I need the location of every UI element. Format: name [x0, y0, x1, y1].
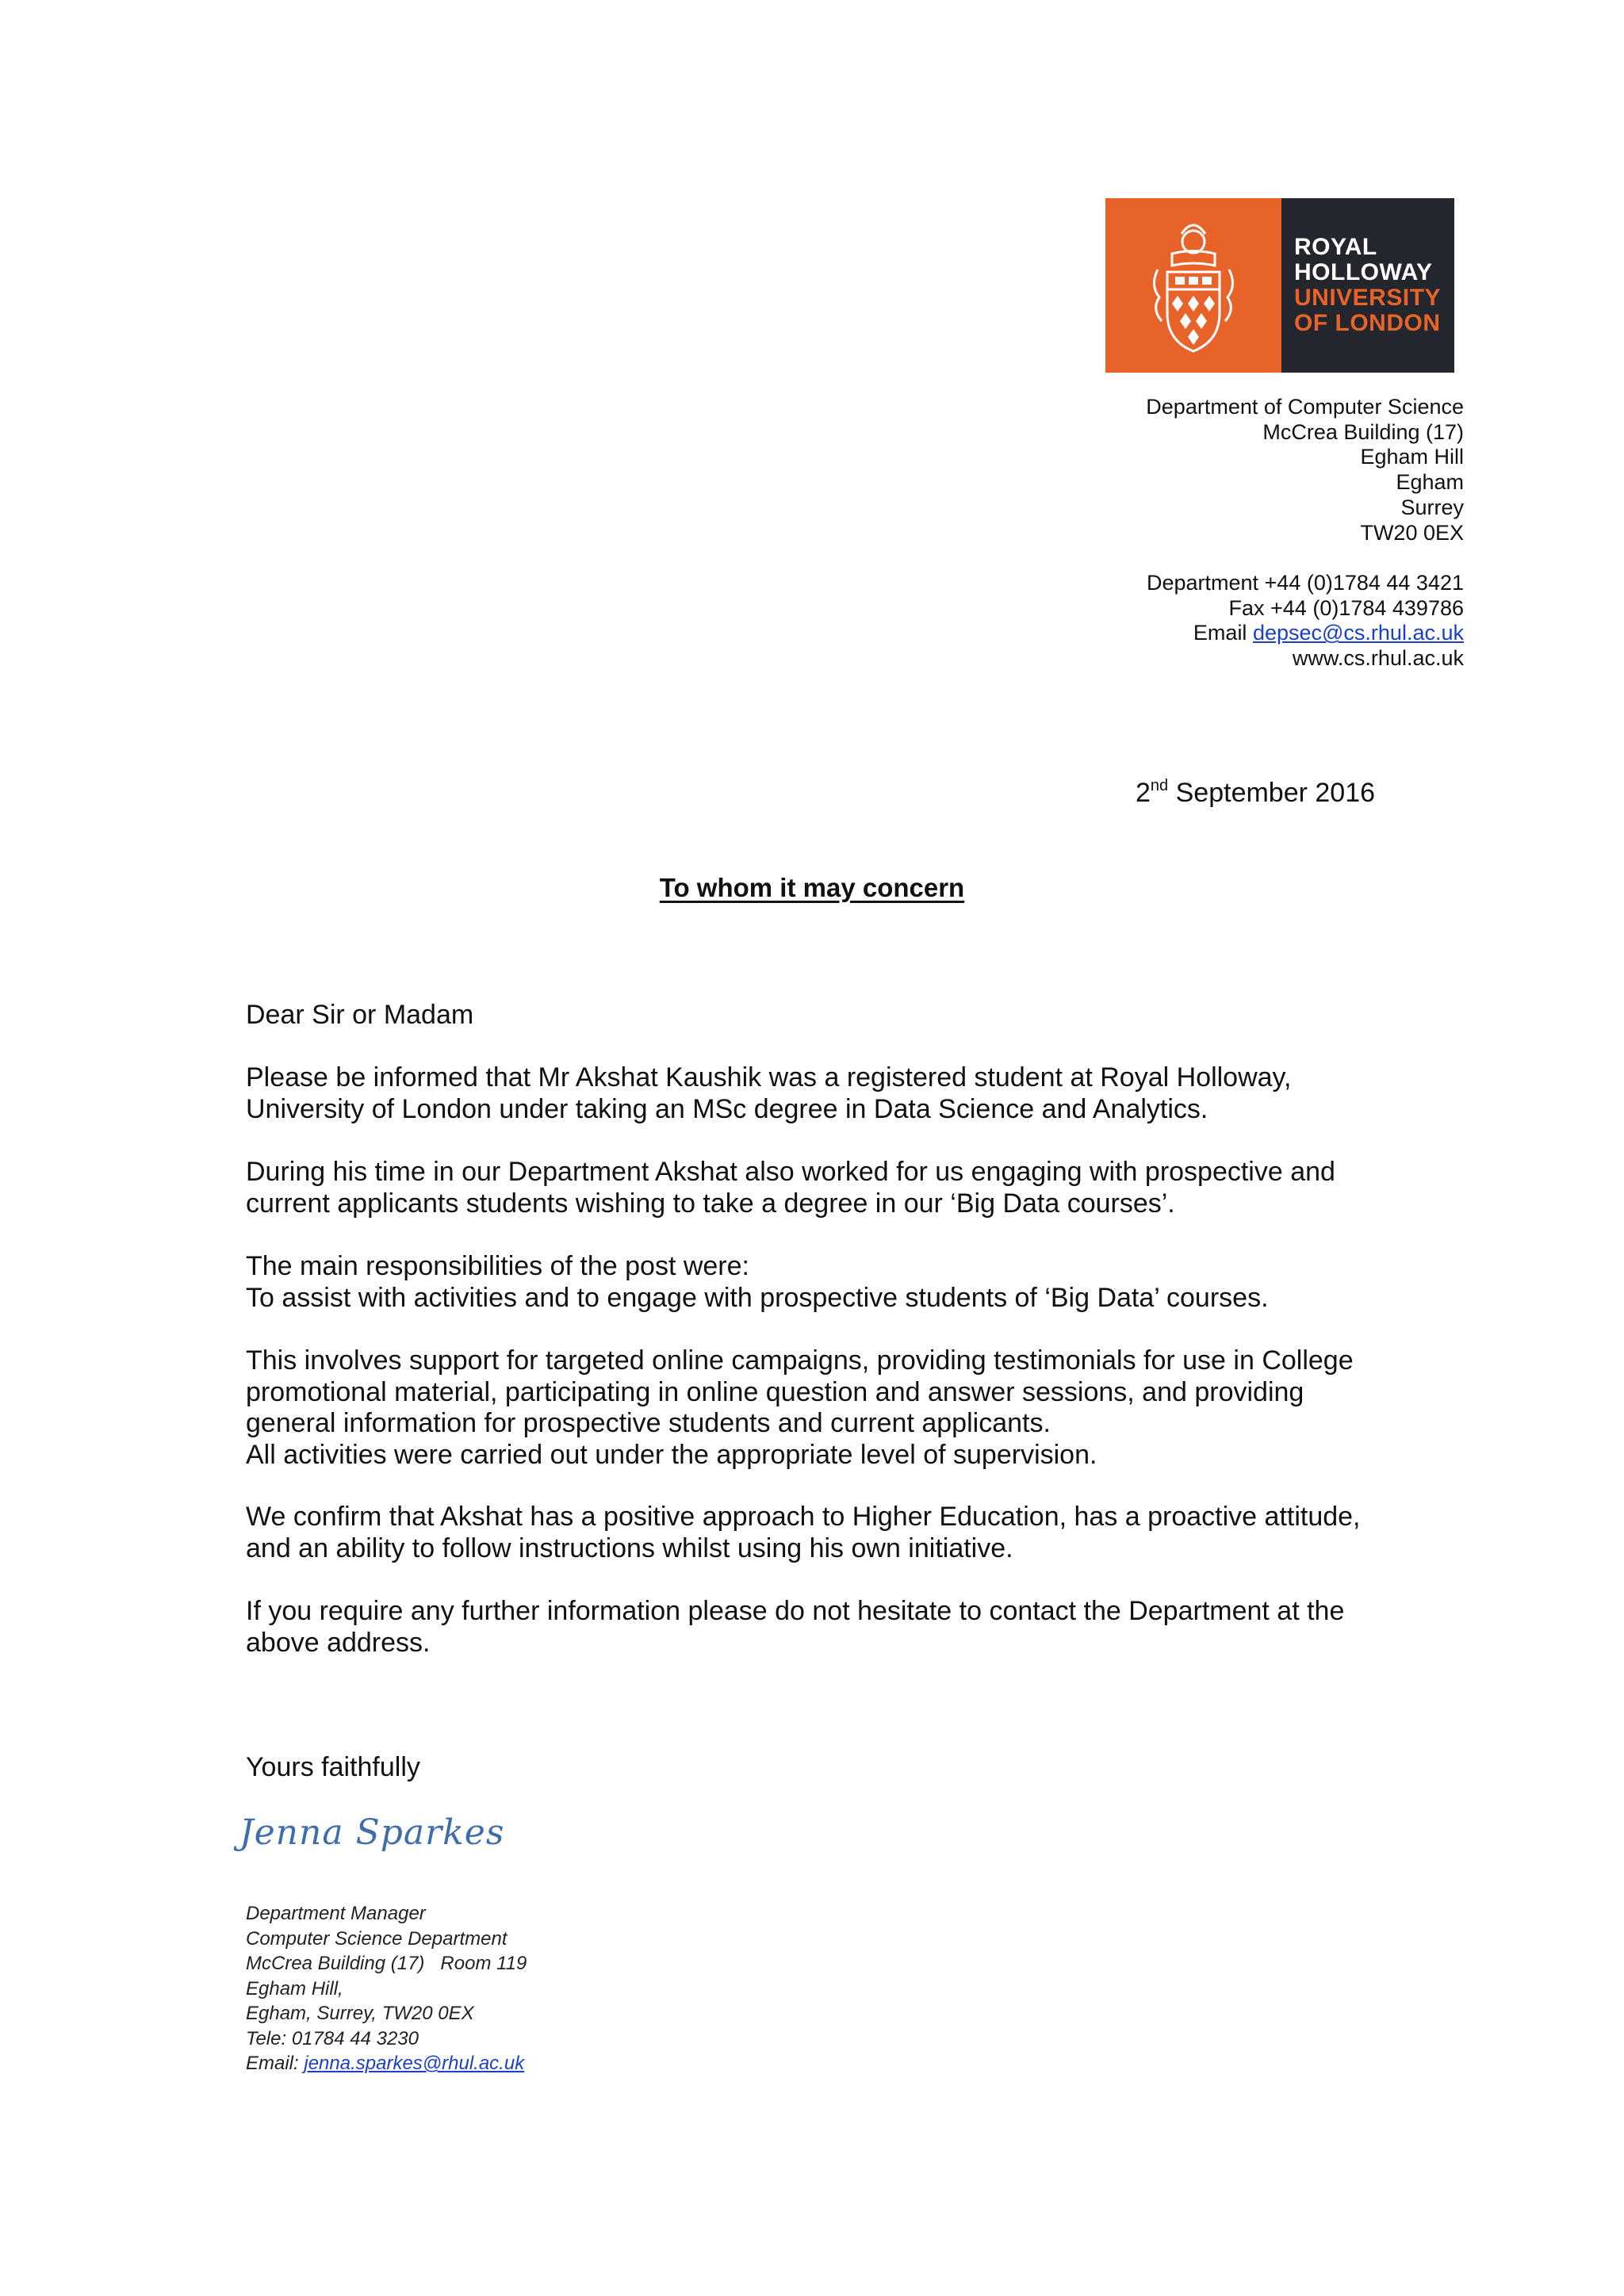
signatory-department: Computer Science Department: [246, 1927, 508, 1950]
email-label: Email: [1193, 621, 1247, 645]
crest-panel: [1105, 198, 1281, 373]
signatory-building: [246, 1951, 527, 1976]
closing: [246, 1752, 1404, 1784]
wordmark-royal: ROYAL: [1294, 234, 1377, 260]
address-line: Egham: [1396, 470, 1464, 495]
heading-text: To whom it may concern: [659, 873, 965, 902]
address-line: McCrea Building (17): [1262, 419, 1464, 444]
date-day: 2: [1136, 778, 1151, 808]
address-line: TW20 0EX: [1360, 520, 1464, 545]
wordmark-holloway: HOLLOWAY: [1294, 259, 1433, 285]
signatory-phone: Tele: 01784 44 3230: [246, 2027, 419, 2049]
paragraph-4: [246, 1345, 1404, 1471]
closing-text: Yours faithfully: [246, 1752, 420, 1782]
address-line: Egham Hill: [1360, 445, 1464, 469]
website: www.cs.rhul.ac.uk: [1292, 646, 1464, 671]
handwritten-signature: Jenna Sparkes: [239, 1812, 505, 1853]
paragraph-line: During his time in our Department Akshat also worked for us engaging with prospective and: [246, 1157, 1335, 1187]
paragraph-line: and an ability to follow instructions whilst using his own initiative.: [246, 1533, 1013, 1563]
paragraph-line: We confirm that Akshat has a positive approach to Higher Education, has a proactive attitude,: [246, 1502, 1361, 1532]
building-text: McCrea Building (17): [246, 1953, 425, 1974]
address-line: Department of Computer Science: [1146, 395, 1464, 419]
paragraph-5: [246, 1502, 1404, 1564]
department-phone: Department +44 (0)1784 44 3421: [1146, 571, 1464, 595]
paragraph-6: [246, 1596, 1404, 1659]
paragraph-3: [246, 1251, 1404, 1314]
address-line: Surrey: [1400, 495, 1464, 519]
department-email-link[interactable]: depsec@cs.rhul.ac.uk: [1252, 621, 1464, 645]
date-month-year: September 2016: [1175, 778, 1376, 808]
paragraph-2: [246, 1157, 1404, 1219]
fax-number: Fax +44 (0)1784 439786: [1228, 595, 1464, 620]
salutation: [246, 1000, 1404, 1031]
letter-date: [1136, 777, 1375, 809]
paragraph-line: general information for prospective students and current applicants.: [246, 1408, 1051, 1438]
signatory-street: Egham Hill,: [246, 1977, 343, 1999]
letter-heading: [0, 872, 1624, 904]
paragraph-line: This involves support for targeted online campaigns, providing testimonials for use in College: [246, 1345, 1354, 1376]
paragraph-line: University of London under taking an MSc degree in Data Science and Analytics.: [246, 1093, 1208, 1124]
paragraph-line: To assist with activities and to engage with prospective students of ‘Big Data’ courses.: [246, 1282, 1269, 1313]
university-logo: [1105, 198, 1454, 373]
email-label: Email:: [246, 2053, 299, 2074]
paragraph-line: If you require any further information please do not hesitate to contact the Department at the: [246, 1596, 1345, 1626]
paragraph-line: The main responsibilities of the post were:: [246, 1251, 749, 1281]
paragraph-line: All activities were carried out under the appropriate level of supervision.: [246, 1439, 1097, 1470]
signatory-title: Department Manager: [246, 1903, 426, 1924]
paragraph-line: Please be informed that Mr Akshat Kaushik was a registered student at Royal Holloway,: [246, 1062, 1292, 1093]
sender-address: [1146, 395, 1464, 545]
signatory-email-link[interactable]: jenna.sparkes@rhul.ac.uk: [304, 2053, 525, 2074]
contact-details: [1147, 571, 1464, 672]
signatory-town: Egham, Surrey, TW20 0EX: [246, 2003, 474, 2024]
wordmark-university: UNIVERSITY: [1294, 285, 1442, 311]
signatory-email-line: [246, 2051, 527, 2076]
paragraph-1: [246, 1062, 1404, 1125]
room-text: Room 119: [440, 1953, 527, 1974]
paragraph-line: promotional material, participating in online question and answer sessions, and providing: [246, 1376, 1304, 1407]
paragraph-line: above address.: [246, 1627, 431, 1658]
salutation-text: Dear Sir or Madam: [246, 1000, 474, 1030]
wordmark: [1281, 198, 1454, 373]
paragraph-line: current applicants students wishing to take a degree in our ‘Big Data courses’.: [246, 1188, 1175, 1219]
wordmark-of-london: OF LONDON: [1294, 310, 1441, 336]
email-line: [1147, 621, 1464, 646]
crest-icon: [1134, 210, 1253, 361]
date-suffix: nd: [1150, 777, 1169, 794]
signature-block: [246, 1901, 527, 2076]
